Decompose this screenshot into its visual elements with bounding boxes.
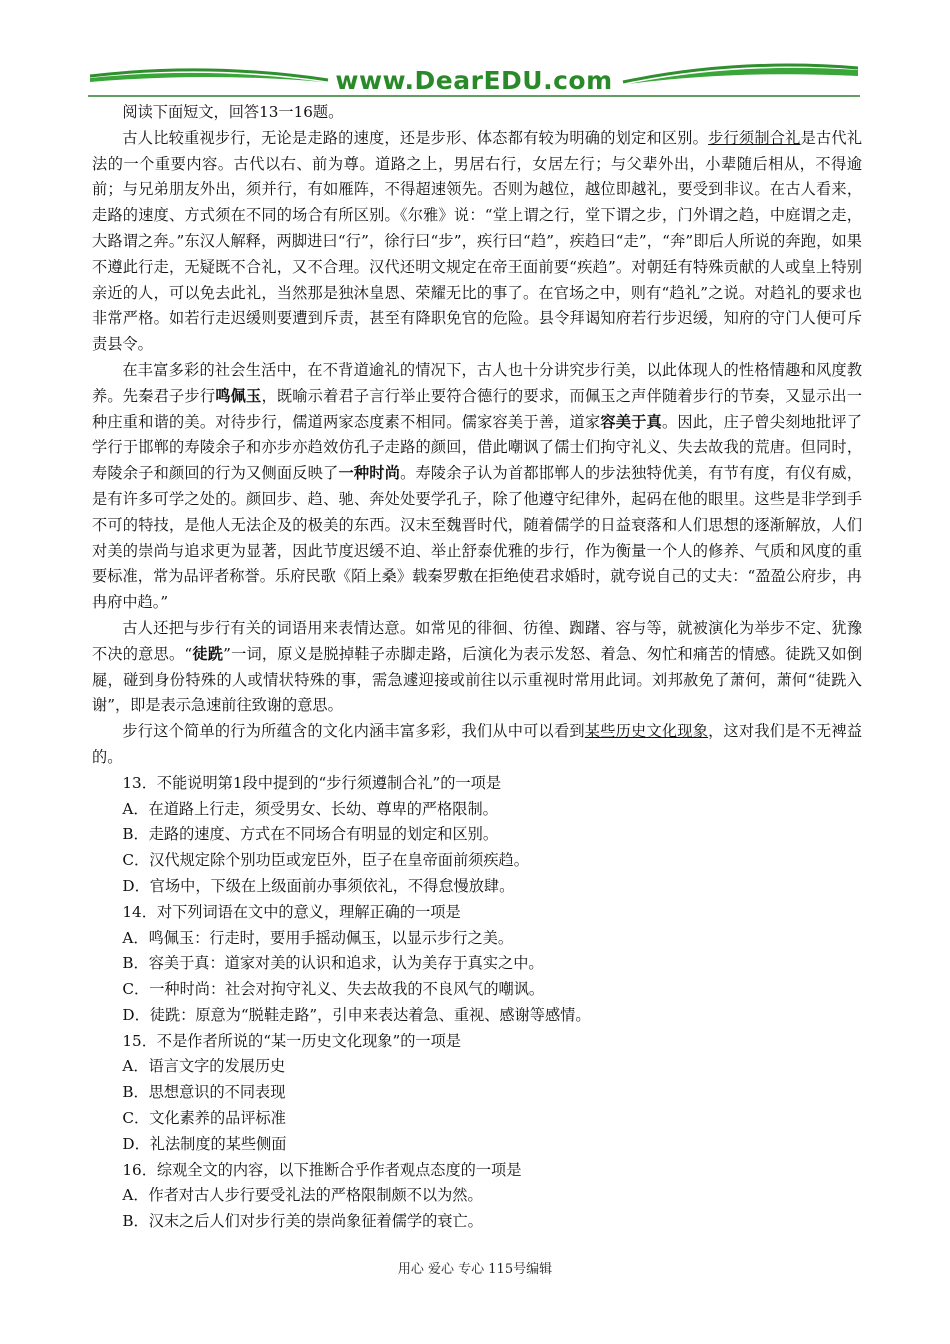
site-logo-text: www.DearEDU.com: [335, 66, 613, 95]
question-13: [92, 771, 862, 900]
underlined-phrase: 步行须制合礼: [708, 128, 801, 147]
answer-option: A．在道路上行走，须受男女、长幼、尊卑的严格限制。: [122, 799, 498, 818]
passage-paragraph-1: 古人比较重视步行，无论是走路的速度，还是步形、体态都有较为明确的划定和区别。步行须制合礼是古代礼法的一个重要内容。古代以右、前为尊。道路之上，男居右行，女居左行；与父辈外出，小辈随后相从，不得逾前；与兄弟朋友外出，须并行，有如雁阵，不得超速领先。否则为越位，越位即越礼，要受到非议。在古人看来，走路的速度、方式须在不同的场合有所区别。《尔雅》说：“堂上谓之行，堂下谓之步，门外谓之趋，中庭谓之走，大路谓之奔。”东汉人解释，两脚进曰“行”，徐行曰“步”，疾行曰“趋”，疾趋曰“走”，“奔”即后人所说的奔跑，如果不遵此行走，无疑既不合礼，又不合理。汉代还明文规定在帝王面前要“疾趋”。对朝廷有特殊贡献的人或皇上特别亲近的人，可以免去此礼，当然那是独沐皇恩、荣耀无比的事了。在官场之中，则有“趋礼”之说。对趋礼的要求也非常严格。如若行走迟缓则要遭到斥责，甚至有降职免官的危险。县令拜谒知府若行步迟缓，知府的守门人便可斥责县令。: [92, 128, 863, 354]
bold-term: 容美于真: [600, 412, 662, 431]
answer-option: D．徒跣：原意为“脱鞋走路”，引申来表达着急、重视、感谢等感情。: [122, 1005, 591, 1024]
answer-option: B．容美于真：道家对美的认识和追求，认为美存于真实之中。: [122, 954, 544, 973]
question-stem: 13．不能说明第1段中提到的“步行须遵制合礼”的一项是: [122, 773, 502, 792]
question-14: [92, 900, 862, 1029]
answer-option: D．礼法制度的某些侧面: [122, 1134, 287, 1153]
passage-intro: 阅读下面短文，回答13一16题。: [122, 103, 344, 121]
question-stem: 15．不是作者所说的“某一历史文化现象”的一项是: [122, 1031, 461, 1050]
document-body: [92, 100, 862, 1235]
answer-option: B．思想意识的不同表现: [122, 1083, 286, 1102]
passage-paragraph-3: 古人还把与步行有关的词语用来表情达意。如常见的徘徊、彷徨、踟躇、容与等，就被演化为举步不定、犹豫不决的意思。“徒跣”一词，原义是脱掉鞋子赤脚走路，后演化为表示发怒、着急、匆忙和痛苦的情感。徒跣又如倒屣，碰到身份特殊的人或情状特殊的事，需急遽迎接或前往以示重视时常用此词。刘邦赦免了萧何，萧何“徒跣入谢”，即是表示急速前往致谢的意思。: [92, 618, 863, 715]
question-15: [92, 1029, 862, 1158]
bold-term: 鸣佩玉: [215, 386, 262, 405]
page-footer: 用心 爱心 专心 115号编辑: [397, 1262, 553, 1277]
answer-option: C．一种时尚：社会对拘守礼义、失去故我的不良风气的嘲讽。: [122, 980, 545, 999]
passage-paragraph-2: 在丰富多彩的社会生活中，在不背道逾礼的情况下，古人也十分讲究步行美，以此体现人的性格情趣和风度教养。先秦君子步行鸣佩玉，既喻示着君子言行举止要符合德行的要求，而佩玉之声伴随着步行的节奏，又显示出一种庄重和谐的美。对待步行，儒道两家态度素不相同。儒家容美于善，道家容美于真。因此，庄子曾尖刻地批评了学行于邯郸的寿陵余子和亦步亦趋效仿孔子走路的颜回，借此嘲讽了儒士们拘守礼义、失去故我的荒唐。但同时，寿陵余子和颜回的行为又侧面反映了一种时尚。寿陵余子认为首都邯郸人的步法独特优美，有节有度，有仪有威，是有许多可学之处的。颜回步、趋、驰、奔处处要学孔子，除了他遵守纪律外，起码在他的眼里。这些是非学到手不可的特技，是他人无法企及的极美的东西。汉末至魏晋时代，随着儒学的日益衰落和人们思想的逐渐解放，人们对美的崇尚与追求更为显著，因此节度迟缓不迫、举止舒泰优雅的步行，作为衡量一个人的修养、气质和风度的重要标准，常为品评者称誉。乐府民歌《陌上桑》载秦罗敷在拒绝使君求婚时，就夸说自己的丈夫：“盈盈公府步，冉冉府中趋。”: [92, 360, 863, 612]
question-stem: 16．综观全文的内容，以下推断合乎作者观点态度的一项是: [122, 1160, 522, 1179]
bold-term: 一种时尚: [338, 464, 401, 483]
answer-option: C．文化素养的品评标准: [122, 1109, 286, 1128]
answer-option: B．走路的速度、方式在不同场合有明显的划定和区别。: [122, 825, 499, 844]
answer-option: A．作者对古人步行要受礼法的严格限制颇不以为然。: [122, 1186, 483, 1205]
passage-paragraph-4: 步行这个简单的行为所蕴含的文化内涵丰富多彩，我们从中可以看到某些历史文化现象，这对我们是不无裨益的。: [92, 722, 863, 766]
question-16: [92, 1158, 862, 1235]
underlined-phrase: 某些历史文化现象: [584, 722, 709, 741]
site-header: [88, 52, 860, 98]
answer-option: C．汉代规定除个别功臣或宠臣外，臣子在皇帝面前须疾趋。: [122, 851, 529, 870]
question-stem: 14．对下列词语在文中的意义，理解正确的一项是: [122, 902, 461, 921]
answer-option: D．官场中，下级在上级面前办事须依礼，不得怠慢放肆。: [122, 876, 515, 895]
bold-term: 徒跣: [192, 644, 224, 663]
answer-option: A．语言文字的发展历史: [122, 1057, 286, 1076]
answer-option: B．汉末之后人们对步行美的崇尚象征着儒学的衰亡。: [122, 1212, 483, 1231]
answer-option: A．鸣佩玉：行走时，要用手摇动佩玉，以显示步行之美。: [122, 928, 514, 947]
